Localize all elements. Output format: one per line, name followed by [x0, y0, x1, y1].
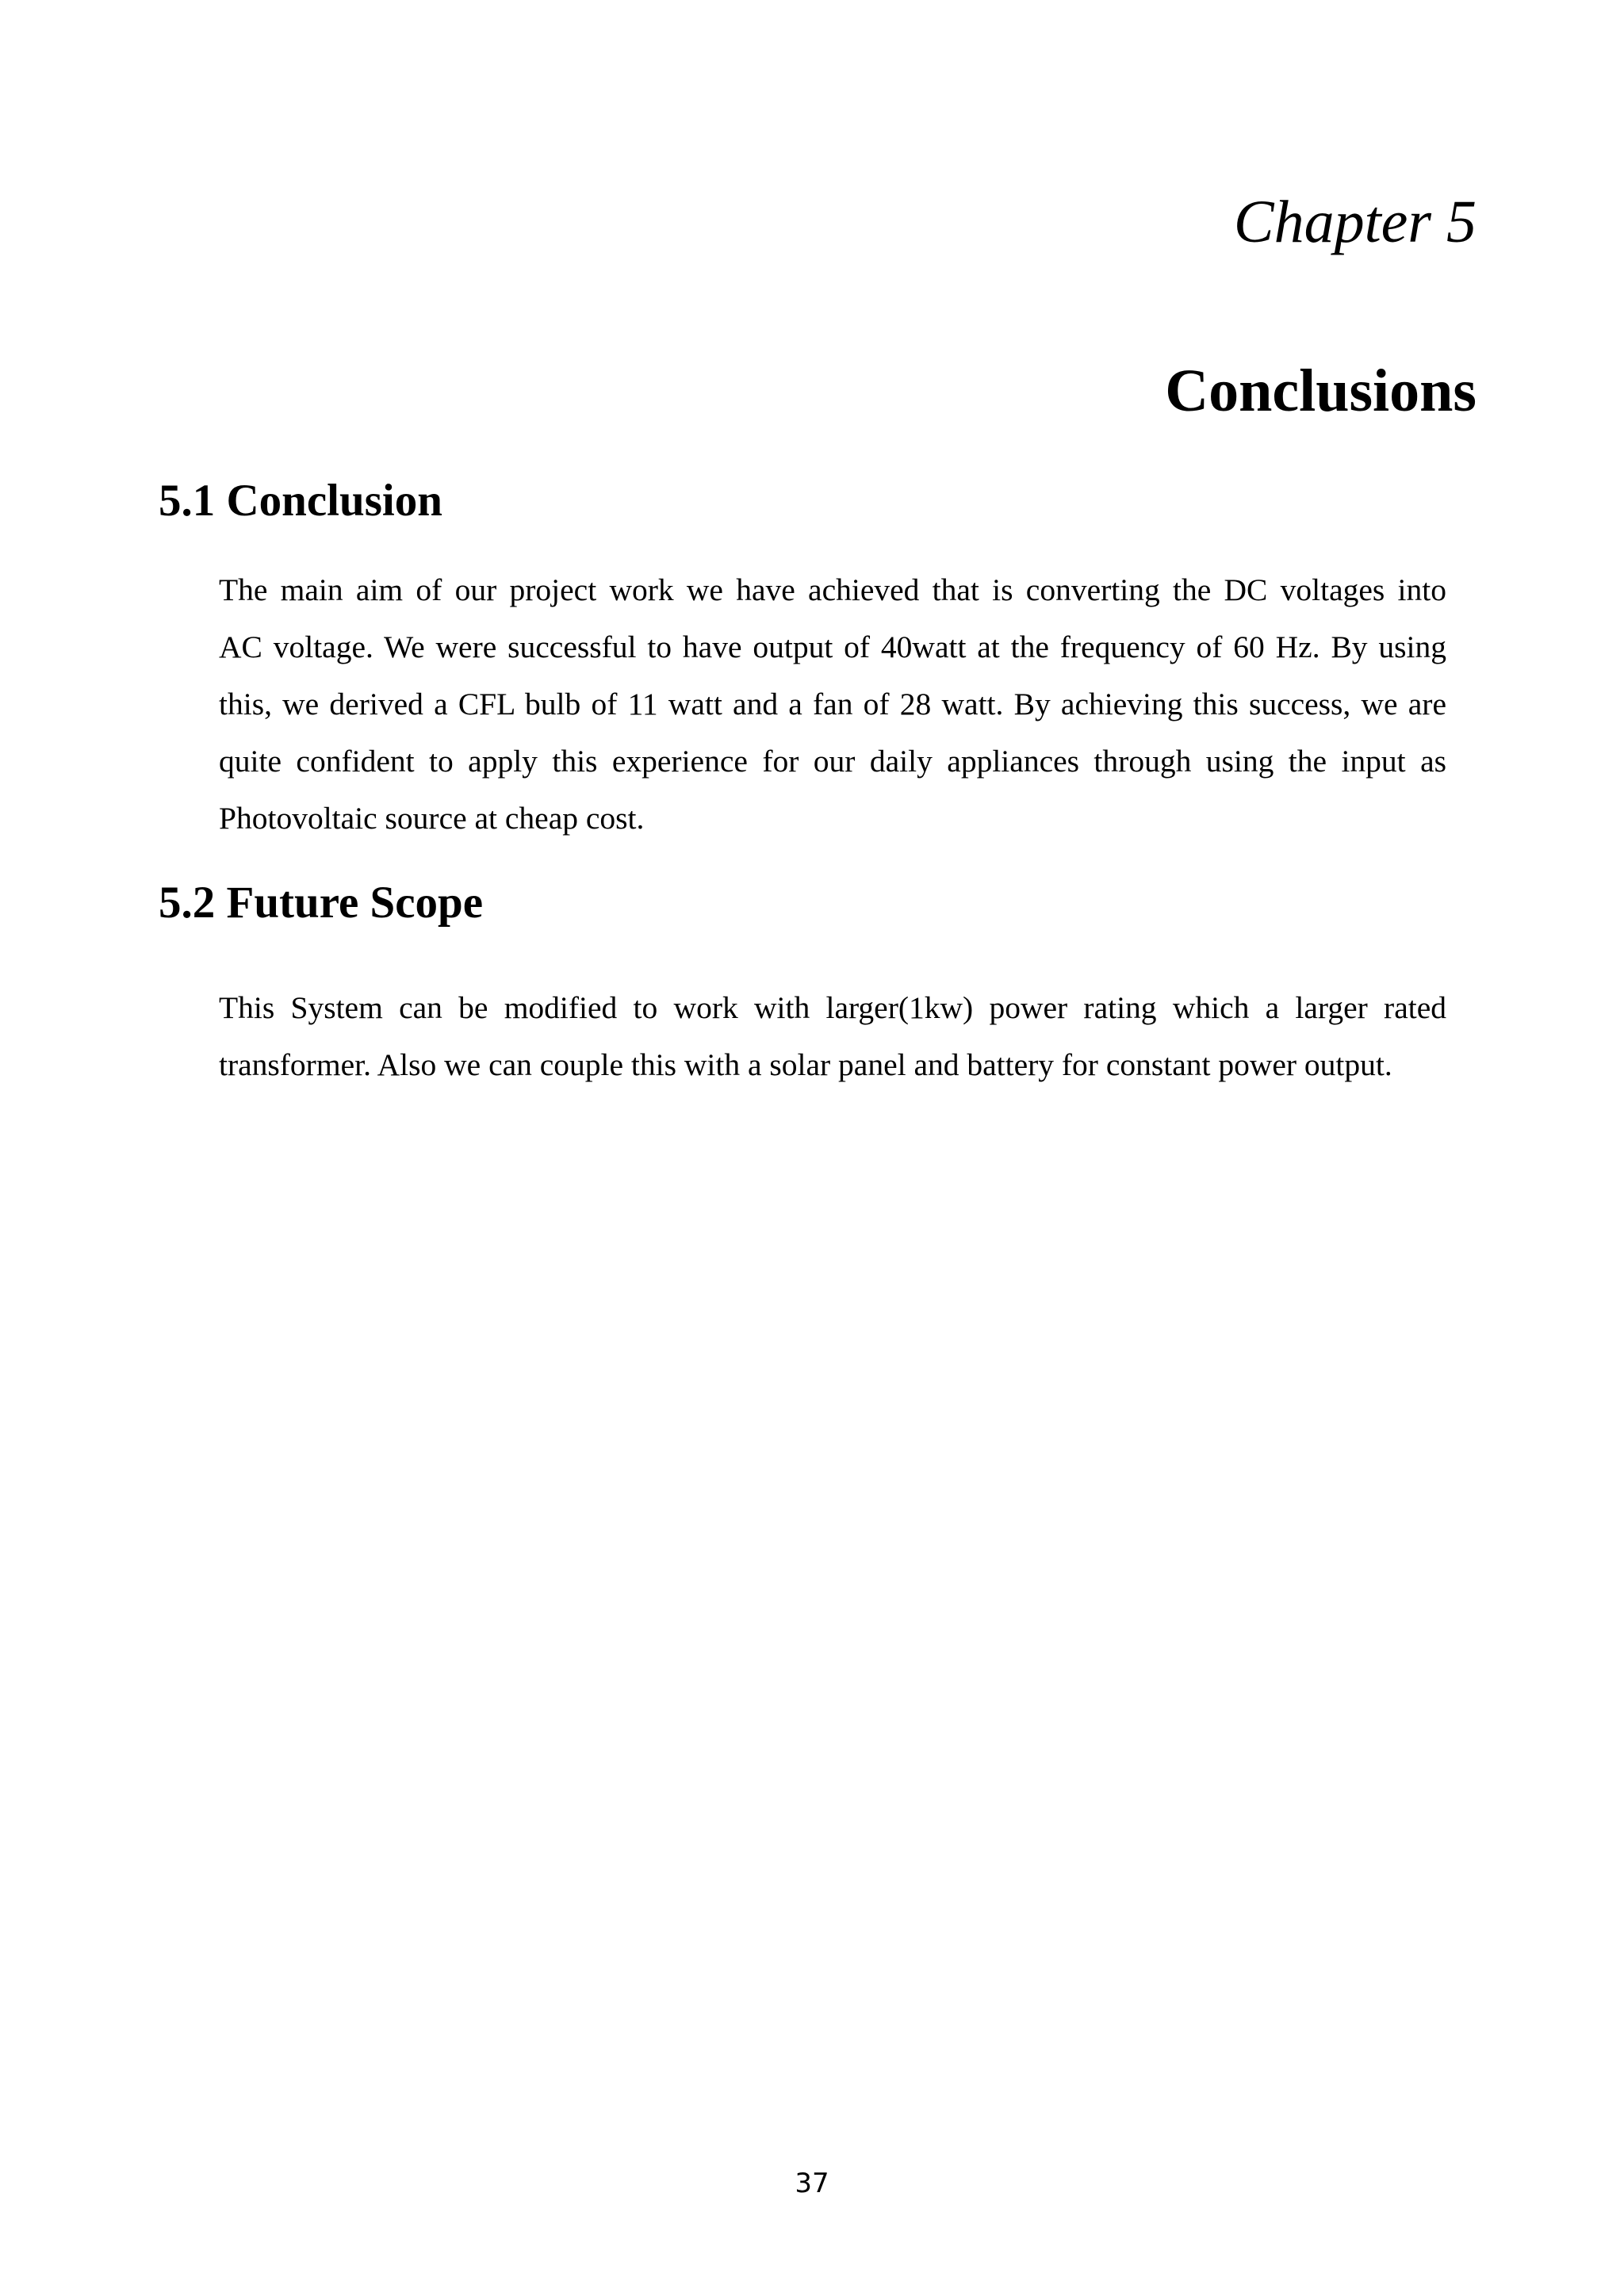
section-heading-future-scope: 5.2 Future Scope	[159, 878, 484, 928]
chapter-label: Chapter 5	[1233, 189, 1477, 255]
section-heading-conclusion: 5.1 Conclusion	[159, 476, 442, 526]
paragraph-line: this, we derived a CFL bulb of 11 watt and a fan of 28 watt. By achieving this success, we are	[219, 687, 1446, 721]
paragraph-line: quite confident to apply this experience for our daily appliances through using the input as	[219, 744, 1446, 779]
chapter-title: Conclusions	[1165, 358, 1477, 424]
paragraph-line: transformer. Also we can couple this with a solar panel and battery for constant power output.	[219, 1047, 1392, 1082]
page-number: 37	[795, 2168, 829, 2199]
paragraph-line: Photovoltaic source at cheap cost.	[219, 801, 645, 836]
paragraph-line: The main aim of our project work we have achieved that is converting the DC voltages into	[219, 572, 1446, 607]
paragraph-line: This System can be modified to work with larger(1kw) power rating which a larger rated	[219, 990, 1446, 1025]
paragraph-line: AC voltage. We were successful to have output of 40watt at the frequency of 60 Hz. By using	[219, 629, 1446, 664]
